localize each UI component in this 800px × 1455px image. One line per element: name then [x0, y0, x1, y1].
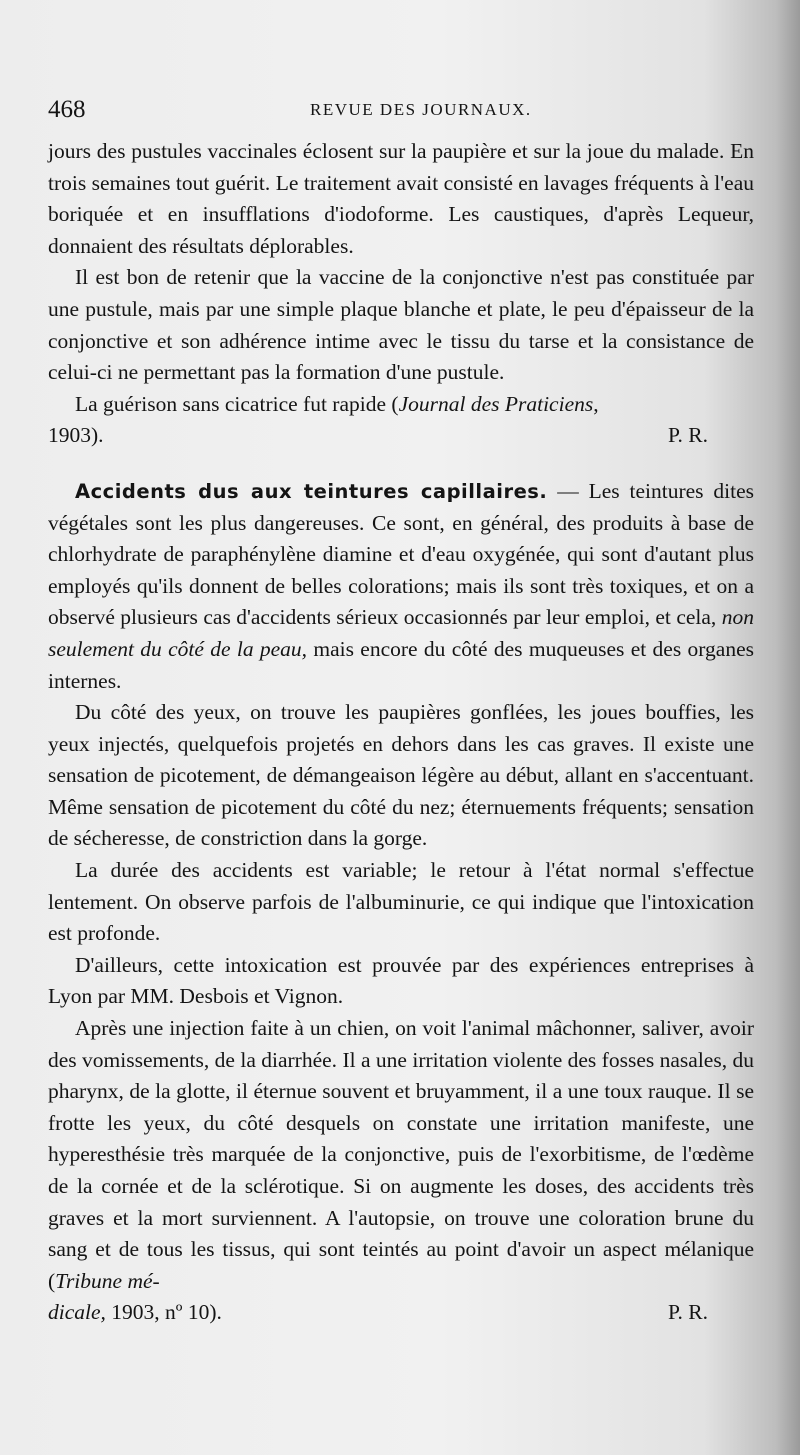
citation-text: 1903, nº 10). [105, 1300, 222, 1325]
paragraph-citation [48, 389, 754, 421]
citation-line [48, 420, 754, 452]
paragraph-text: mais encore du côté des muqueuses et des organes internes. [48, 636, 754, 693]
page-header [48, 96, 748, 128]
article-teintures-capillaires [48, 476, 754, 1329]
author-signature: P. R. [667, 1300, 708, 1325]
page-body [48, 136, 754, 1329]
citation-text: , [593, 391, 599, 416]
paragraph: Il est bon de retenir que la vaccine de la conjonctive n'est pas constituée par une pustule, mais par une simple plaque blanche et plate, le peu d'épaisseur de la conjonctive et son adhérence intime avec le tissu du tarse et la consistance de celui-ci ne permettant pas la formation d'une pustule. [48, 265, 754, 385]
paragraph: La durée des accidents est variable; le retour à l'état normal s'effectue lentement. On observe parfois de l'albuminurie, ce qui indique que l'intoxication est profonde. [48, 858, 754, 946]
journal-title: Journal des Praticiens [398, 391, 594, 416]
journal-title: dicale, [48, 1300, 106, 1325]
page-number: 468 [48, 96, 86, 123]
author-signature: P. R. [667, 423, 708, 448]
journal-title: Tribune mé- [55, 1268, 160, 1293]
paragraph-text: Après une injection faite à un chien, on voit l'animal mâchonner, saliver, avoir des vomissements, de la diarrhée. Il a une irritation violente des fosses nasales, du pharynx, de la glotte, il éternue souvent et bruyamment, il a une toux rauque. Il se frotte les yeux, du côté desquels on constate une irritation manifeste, une hyperesthésie très marquée de la conjonctive, puis de l'exorbitisme, de l'œdème de la cornée et de la sclérotique. Si on augmente les doses, des accidents très graves et la mort surviennent. A l'autopsie, on trouve une coloration brune du sang et de tous les tissus, qui sont teintés au point d'avoir un aspect mélanique ( [48, 1016, 754, 1293]
paragraph [48, 476, 754, 697]
paragraph-text: — Les teintures dites végétales sont les plus dangereuses. Ce sont, en général, des produits à base de chlorhydrate de paraphénylène diamine et d'eau oxygénée, qui sont d'autant plus employés qu'ils donnent de belles colorations; mais ils sont très toxiques, et on a observé plusieurs cas d'accidents sérieux occasionnés par leur emploi, et cela, [48, 478, 754, 630]
paragraph: jours des pustules vaccinales éclosent sur la paupière et sur la joue du malade. En trois semaines tout guérit. Le traitement avait consisté en lavages fréquents à l'eau boriquée et en insufflations d'iodoforme. Les caustiques, d'après Lequeur, donnaient des résultats déplorables. [48, 139, 754, 258]
section-gap [48, 452, 754, 476]
article-heading: Accidents dus aux teintures capillaires. [75, 479, 548, 503]
citation-text: La guérison sans cicatrice fut rapide ( [75, 391, 399, 416]
paragraph: Du côté des yeux, on trouve les paupières gonflées, les joues bouffies, les yeux injectés, quelquefois projetés en dehors dans les cas graves. Il existe une sensation de picotement, de démangeaison légère au début, allant en s'accentuant. Même sensation de picotement du côté du nez; éternuements fréquents; sensation de sécheresse, de constriction dans la gorge. [48, 700, 754, 851]
paragraph: D'ailleurs, cette intoxication est prouvée par des expériences entreprises à Lyon par MM. Desbois et Vignon. [48, 952, 754, 1009]
citation-year: 1903). [48, 423, 104, 448]
emphasis-text: non seulement du côté de la peau, [48, 605, 754, 661]
citation-line [48, 1297, 754, 1329]
running-title: REVUE DES JOURNAUX. [310, 100, 532, 119]
article-vaccine-conjonctive [48, 136, 754, 452]
paragraph [48, 1013, 754, 1297]
citation-ref [48, 1297, 222, 1329]
